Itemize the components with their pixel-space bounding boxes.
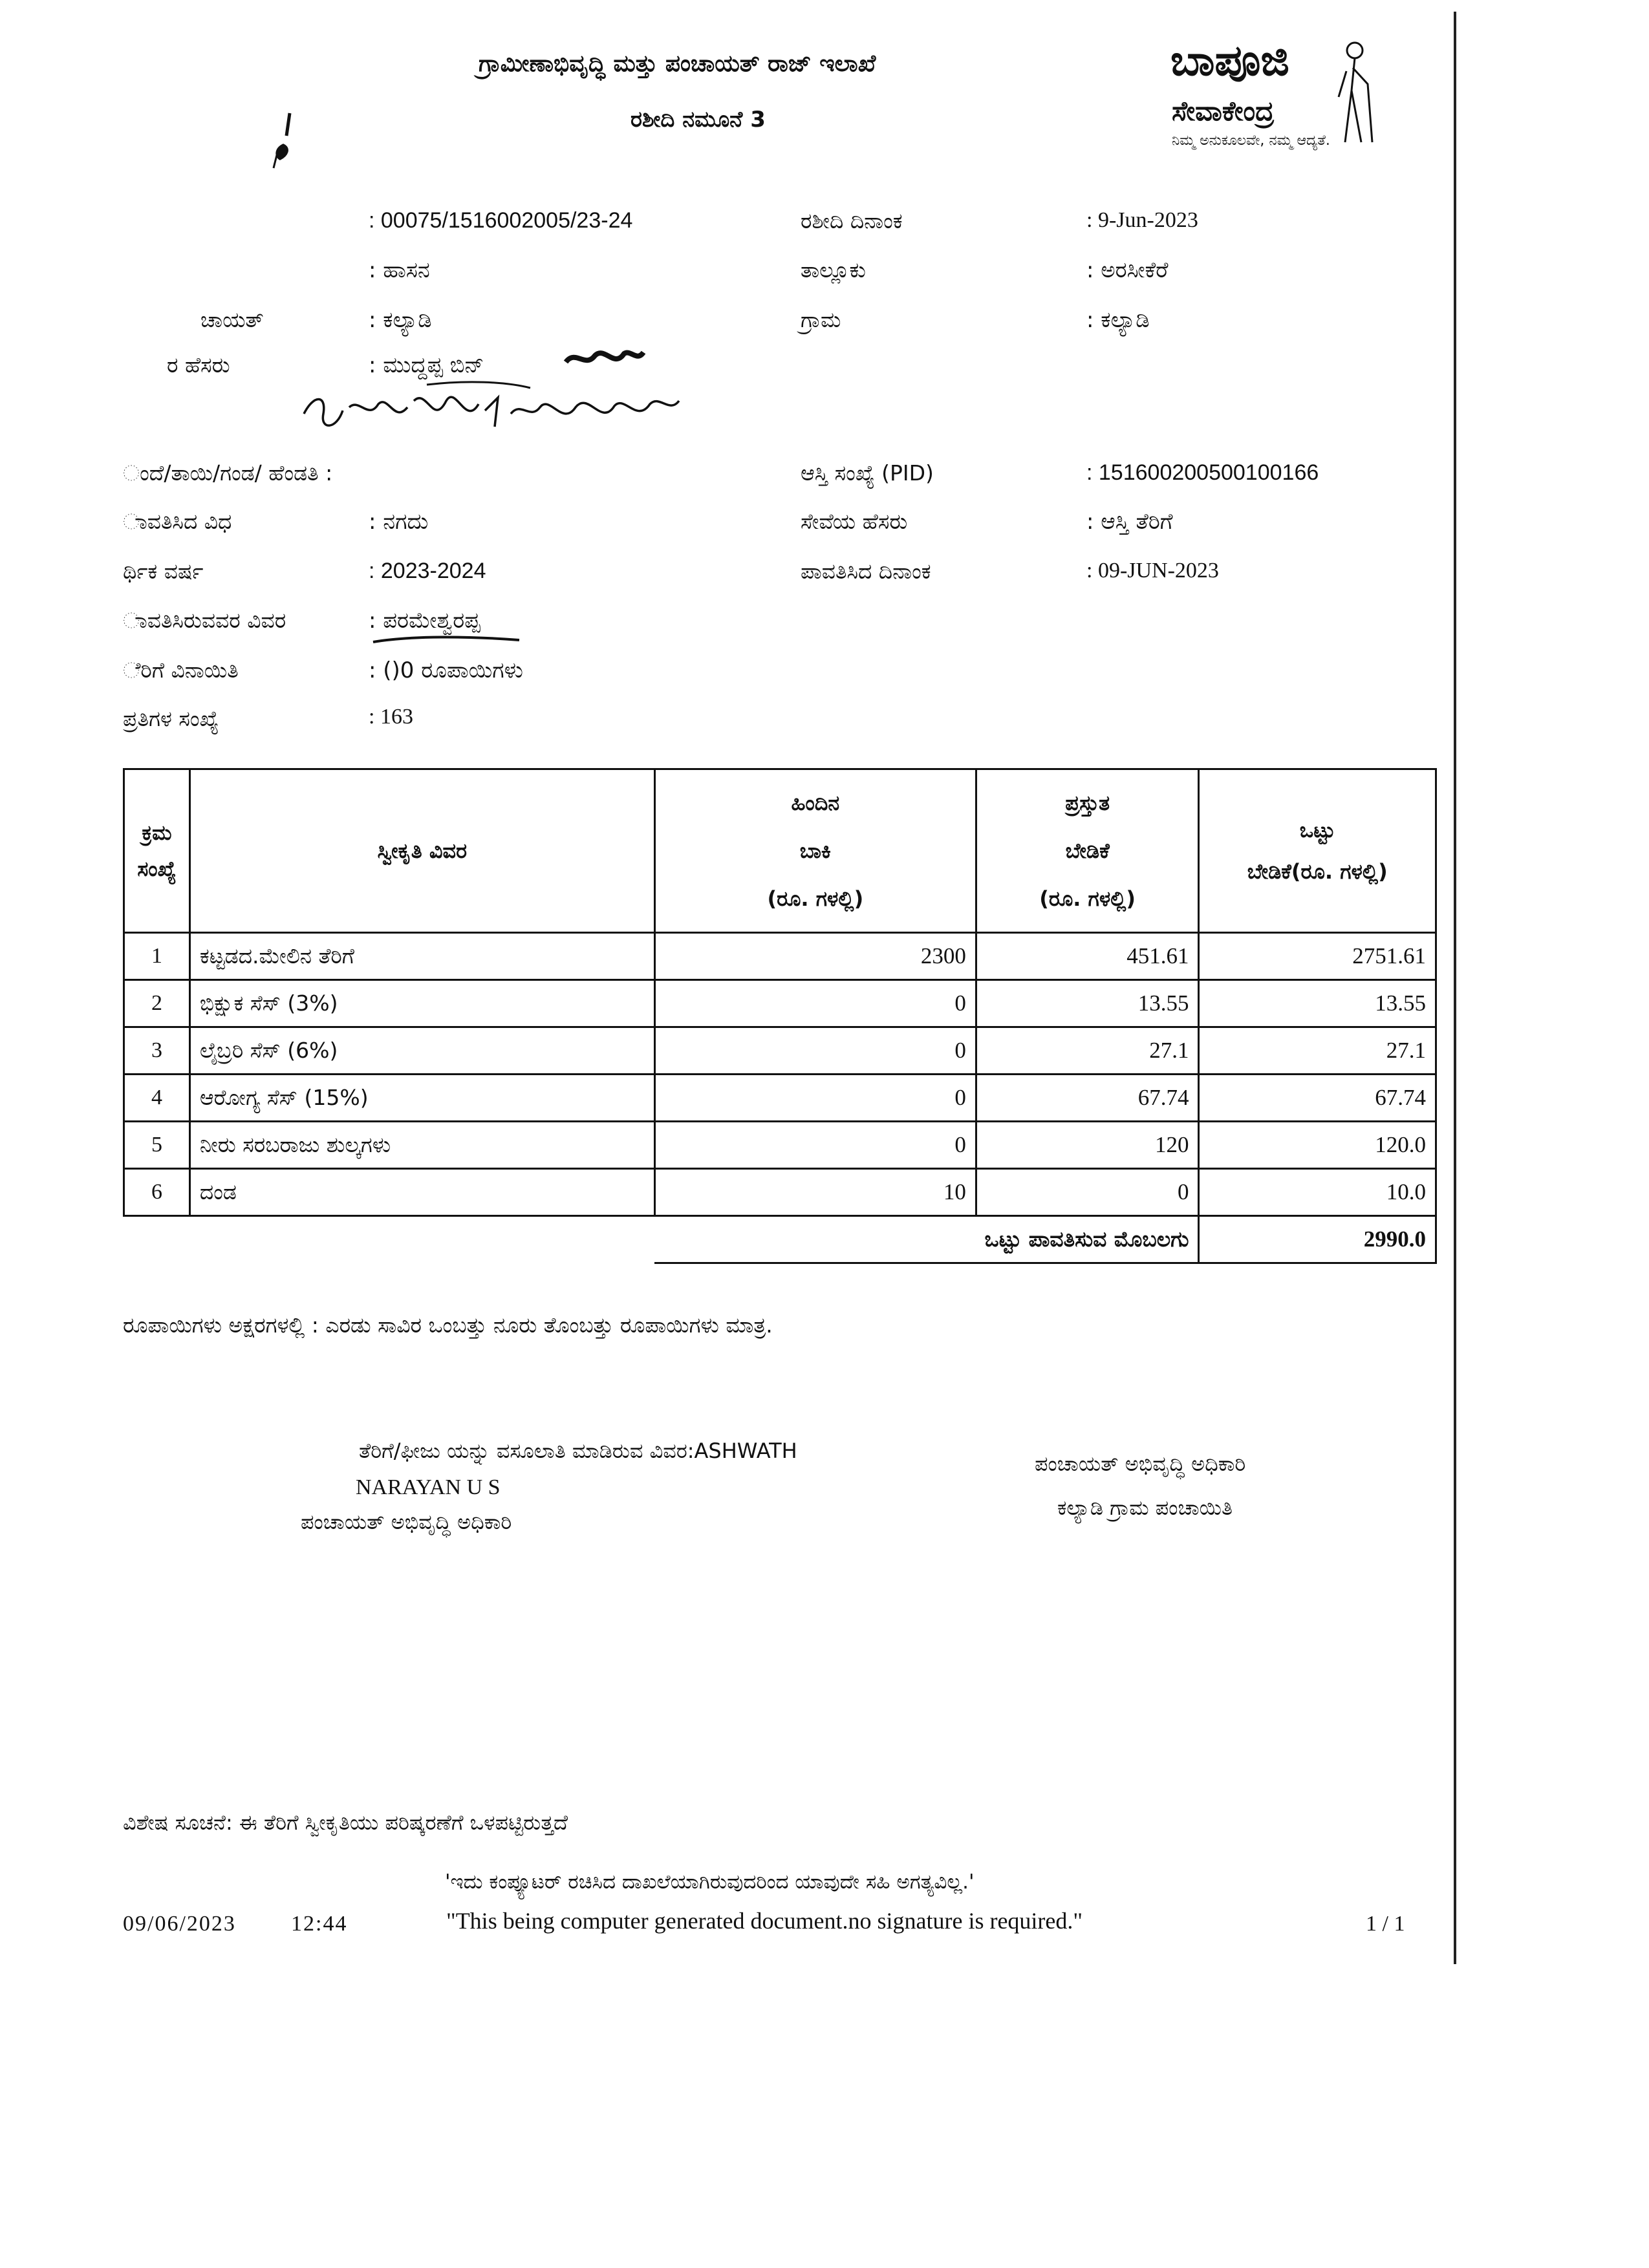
header-prev-line3: (ರೂ. ಗಳಲ್ಲಿ) [767,886,864,911]
table-row [124,933,1436,980]
collector-name: NARAYAN U S [356,1475,501,1499]
owner-name: : ಮುದ್ದಪ್ಪ ಬಿನ್ [369,352,484,378]
row-desc: ದಂಡ [189,1169,654,1216]
pen-underline [372,632,521,647]
header-prev-line1: ಹಿಂದಿನ [791,791,840,815]
header-description: ಸ್ವೀಕೃತಿ ವಿವರ [189,769,654,933]
row-sl: 6 [124,1169,190,1216]
relation-label: ಂದೆ/ತಾಯಿ/ಗಂಡ/ ಹೆಂಡತಿ : [123,460,333,486]
paid-date-label: ಪಾವತಿಸಿದ ದಿನಾಂಕ [801,559,931,584]
disclaimer-kannada: 'ಇದು ಕಂಪ್ಯೂಟರ್ ರಚಿಸಿದ ದಾಖಲೆಯಾಗಿರುವುದರಿಂದ ಯಾವುದೇ ಸಹಿ ಅಗತ್ಯವಿಲ್ಲ.' [445,1870,975,1894]
row-prev: 10 [654,1169,976,1216]
officer-title: ಪಂಚಾಯತ್ ಅಭಿವೃದ್ಧಿ ಅಧಿಕಾರಿ [1035,1451,1246,1476]
department-title: ಗ್ರಾಮೀಣಾಭಿವೃದ್ಧಿ ಮತ್ತು ಪಂಚಾಯತ್ ರಾಜ್ ಇಲಾಖೆ [479,50,876,77]
redaction-scribble [563,346,647,372]
logo-tagline: ನಿಮ್ಮ ಅನುಕೂಲವೇ, ನಮ್ಮ ಆದ್ಯತೆ. [1172,133,1330,149]
row-total: 27.1 [1199,1027,1436,1075]
row-sl: 3 [124,1027,190,1075]
row-curr: 27.1 [976,1027,1199,1075]
amount-in-words: ರೂಪಾಯಿಗಳು ಅಕ್ಷರಗಳಲ್ಲಿ : ಎರಡು ಸಾವಿರ ಒಂಬತ್ತು ನೂರು ತೊಂಬತ್ತು ರೂಪಾಯಿಗಳು ಮಾತ್ರ. [123,1312,773,1338]
header-sl-line2: ಸಂಖ್ಯೆ [137,857,177,881]
pid-label: ಆಸ್ತಿ ಸಂಖ್ಯೆ (PID) [801,460,934,486]
receipt-table [123,768,1437,1264]
row-prev: 0 [654,980,976,1027]
row-total: 10.0 [1199,1169,1436,1216]
payment-mode: : ನಗದು [369,509,429,535]
header-sl-line1: ಕ್ರಮ [142,820,172,845]
row-total: 2751.61 [1199,933,1436,980]
table-row [124,1075,1436,1122]
row-sl: 5 [124,1122,190,1169]
special-note: ವಿಶೇಷ ಸೂಚನೆ: ಈ ತೆರಿಗೆ ಸ್ವೀಕೃತಿಯು ಪರಿಷ್ಕರಣೆಗೆ ಒಳಪಟ್ಟಿರುತ್ತದೆ [123,1810,568,1835]
panchayat: : ಕಲ್ಯಾಡಿ [369,307,432,333]
handwritten-owner-note [297,375,685,446]
logo-name: ಬಾಪೂಜಿ [1170,36,1289,85]
row-desc: ಲೈಬ್ರರಿ ಸೆಸ್ (6%) [189,1027,654,1075]
row-prev: 0 [654,1075,976,1122]
exemption: : ()0 ರೂಪಾಯಿಗಳು [369,658,523,683]
table-header-row [124,769,1436,933]
row-sl: 1 [124,933,190,980]
form-name: ರಶೀದಿ ನಮೂನೆ 3 [630,107,766,133]
row-curr: 67.74 [976,1075,1199,1122]
taluk: : ಅರಸೀಕೆರೆ [1086,257,1169,283]
row-sl: 2 [124,980,190,1027]
table-row [124,980,1436,1027]
print-date: 09/06/2023 [123,1912,236,1936]
header-sl [124,769,190,933]
header-curr-line1: ಪ್ರಸ್ತುತ [1065,791,1110,815]
gandhi-figure-icon [1332,39,1377,149]
collector-title: ಪಂಚಾಯತ್ ಅಭಿವೃದ್ಧಿ ಅಧಿಕಾರಿ [301,1510,512,1534]
total-label: ಒಟ್ಟು ಪಾವತಿಸುವ ಮೊಬಲಗು [654,1216,1199,1263]
service-label: ಸೇವೆಯ ಹೆಸರು [801,509,908,534]
owner-label: ರ ಹೆಸರು [167,352,230,378]
paid-date: : 09-JUN-2023 [1086,559,1219,583]
pen-mark-icon [264,110,303,175]
row-prev: 2300 [654,933,976,980]
row-total: 120.0 [1199,1122,1436,1169]
total-row [124,1216,1436,1263]
row-curr: 451.61 [976,933,1199,980]
row-total: 67.74 [1199,1075,1436,1122]
header-total-line2: ಬೇಡಿಕೆ(ರೂ. ಗಳಲ್ಲಿ) [1247,859,1388,884]
header-curr-line2: ಬೇಡಿಕೆ [1065,839,1110,863]
copies: : 163 [369,705,413,729]
village: : ಕಲ್ಯಾಡಿ [1086,307,1150,333]
scan-border [1454,12,1456,1964]
header-total-line1: ಒಟ್ಟು [1299,818,1335,842]
total-blank [124,1216,655,1263]
table-row [124,1027,1436,1075]
financial-year: : 2023-2024 [369,559,486,583]
total-value: 2990.0 [1199,1216,1436,1263]
row-curr: 0 [976,1169,1199,1216]
receipt-date: : 9-Jun-2023 [1086,208,1198,232]
disclaimer-english: "This being computer generated document.no signature is required." [446,1908,1083,1934]
officer-office: ಕಲ್ಯಾಡಿ ಗ್ರಾಮ ಪಂಚಾಯಿತಿ [1057,1495,1233,1520]
row-prev: 0 [654,1027,976,1075]
village-label: ಗ್ರಾಮ [801,307,841,332]
header-previous [654,769,976,933]
row-sl: 4 [124,1075,190,1122]
table-row [124,1169,1436,1216]
financial-year-label: ರ್ಥಿಕ ವರ್ಷ [123,559,204,584]
header-total [1199,769,1436,933]
payer-label: ಾವತಿಸಿರುವವರ ವಿವರ [123,608,286,633]
copies-label: ಪ್ರತಿಗಳ ಸಂಖ್ಯೆ [123,706,219,731]
page-number: 1 / 1 [1366,1912,1405,1936]
logo-subtitle: ಸೇವಾಕೇಂದ್ರ [1172,95,1275,127]
table-row [124,1122,1436,1169]
payment-mode-label: ಾವತಿಸಿದ ವಿಧ [123,509,232,534]
header-current [976,769,1199,933]
panchayat-label: ಚಾಯತ್ [200,307,264,332]
row-desc: ಕಟ್ಟಡದ.ಮೇಲಿನ ತೆರಿಗೆ [189,933,654,980]
district: : ಹಾಸನ [369,257,430,283]
header-prev-line2: ಬಾಕಿ [799,839,831,863]
receipt-date-label: ರಶೀದಿ ದಿನಾಂಕ [801,208,903,233]
row-curr: 120 [976,1122,1199,1169]
row-curr: 13.55 [976,980,1199,1027]
collector-line: ತೆರಿಗೆ/ಫೀಜು ಯನ್ನು ವಸೂಲಾತಿ ಮಾಡಿರುವ ವಿವರ:ASHWATH [359,1439,797,1463]
receipt-number: : 00075/1516002005/23-24 [369,208,633,233]
exemption-label: ೆರಿಗೆ ವಿನಾಯಿತಿ [123,658,239,683]
row-desc: ನೀರು ಸರಬರಾಜು ಶುಲ್ಕಗಳು [189,1122,654,1169]
row-desc: ಆರೋಗ್ಯ ಸೆಸ್ (15%) [189,1075,654,1122]
taluk-label: ತಾಲ್ಲೂಕು [801,257,866,283]
pid: : 151600200500100166 [1086,460,1319,485]
row-total: 13.55 [1199,980,1436,1027]
row-desc: ಭಿಕ್ಷುಕ ಸೆಸ್ (3%) [189,980,654,1027]
service: : ಆಸ್ತಿ ತೆರಿಗೆ [1086,509,1173,535]
payer-name: : ಪರಮೇಶ್ವರಪ್ಪ [369,608,480,634]
bapuji-logo [1170,36,1390,158]
print-time: 12:44 [291,1912,348,1936]
header-curr-line3: (ರೂ. ಗಳಲ್ಲಿ) [1039,886,1136,911]
row-prev: 0 [654,1122,976,1169]
